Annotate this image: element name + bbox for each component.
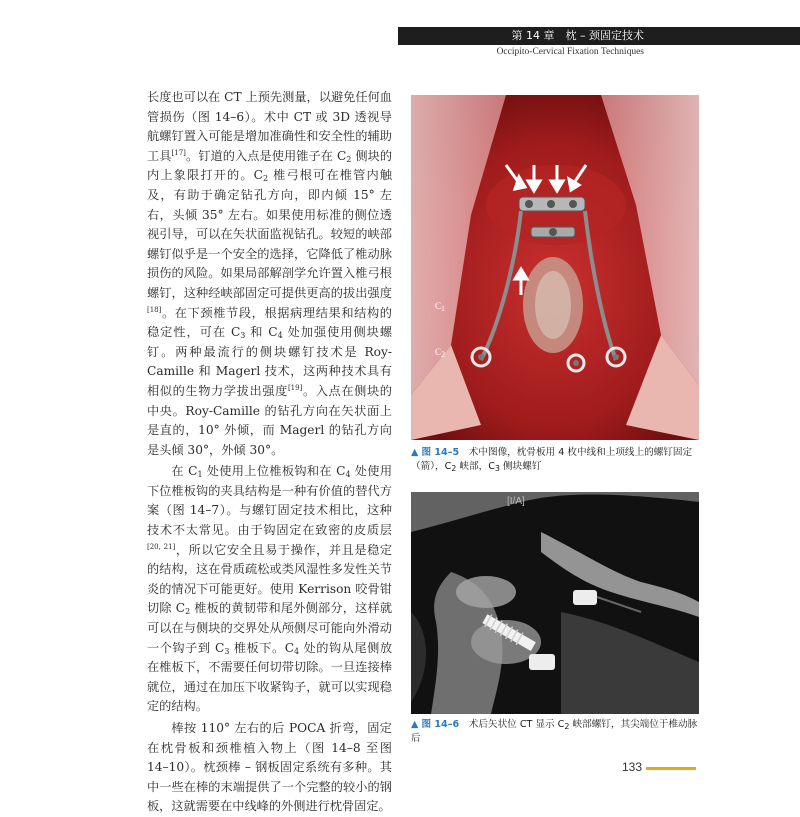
label-c2: $C_2$ [435,347,446,359]
figure-14-5-caption: ▲ 图 14–5 术中图像，枕骨板用 4 枚中线和上项线上的螺钉固定（箭），$C_2$ 峡部，$C_3$ 侧块螺钉 [411,447,693,473]
citation: [18] [147,305,162,314]
page-number: 133 [622,760,643,774]
citation: [19] [287,383,303,392]
paragraph-2: 在 $C_1$ 处使用上位椎板钩和在 $C_4$ 处使用下位椎板钩的夹具结构是一种有价值的替代方案（图 14–7）。与螺钉固定技术相比，这种技术不太常见。由于钩固定在致密的皮质层[20, 21]，所以它安全且易于操作，并且是稳定的结构，这在骨质疏松或类风湿性多发性关节炎的情况下可能更好。使用 Kerrison 咬骨钳切除 $C_2$ 椎板的黄韧带和尾外侧部分，这样就可以在与侧块的交界处从颅侧尽可能向外滑动一个钩子到 $C_3$ 椎板下。$C_4$ 处的钩从尾侧放在椎板下，不需要任何切带切除。一旦连接棒就位，通过在加压下收紧钩子，就可以实现稳定的结构。 [147,464,393,714]
body-text [147,88,392,817]
ct-overlay-label: [I/A] [507,496,525,507]
figure-14-6-caption: ▲ 图 14–6 术后矢状位 CT 显示 $C_2$ 峡部螺钉，其尖端位于椎动脉后 [411,719,698,744]
surgical-photo [411,95,699,440]
ct-image [411,492,699,714]
label-c1: $C_1$ [435,301,446,313]
citation: [20, 21] [147,542,176,551]
paragraph-1: 长度也可以在 CT 上预先测量，以避免任何血管损伤（图 14–6）。术中 CT 或 3D 透视导航螺钉置入可能是增加准确性和安全性的辅助工具[17]。钉道的入点是使用锥子在 $C_2$ 侧块的内上象限打开的。$C_2$ 椎弓根可在椎管内触及，有助于确定钻孔方向，即内倾 15° 左右，头倾 35° 左右。如果使用标准的侧位透视引导，可以在矢状面监视钻孔。较短的峡部螺钉似乎是一个安全的选择，它降低了椎动脉损伤的风险。如果局部解剖学允许置入椎弓根螺钉，这种经峡部固定可提供更高的拔出强度[18]。在下颈椎节段，根据病理结果和结构的稳定性，可在 $C_3$ 和 $C_4$ 处加强使用侧块螺钉。两种最流行的侧块螺钉技术是 Roy-Camille 和 Magerl 技术，这两种技术具有相似的生物力学拔出强度[19]。入点在侧块的中央。Roy-Camille 的钻孔方向在矢状面上是直的，10° 外倾，而 Magerl 的钻孔方向是头倾 30°，外倾 30°。 [147,90,393,457]
chapter-title: 第 14 章 枕 – 颈固定技术 [511,29,644,42]
paragraph-3: 棒按 110° 左右的后 POCA 折弯，固定在枕骨板和颈椎植入物上（图 14–8 至图 14–10）。枕颈棒 – 钢板固定系统有多种。其中一些在棒的末端提供了一个完整的较小的钢板，这就需要在中线峰的外侧进行枕骨固定。 [147,721,392,814]
chapter-subtitle: Occipito-Cervical Fixation Techniques [496,47,644,57]
page-number-bar [646,767,696,770]
citation: [17] [171,148,186,157]
